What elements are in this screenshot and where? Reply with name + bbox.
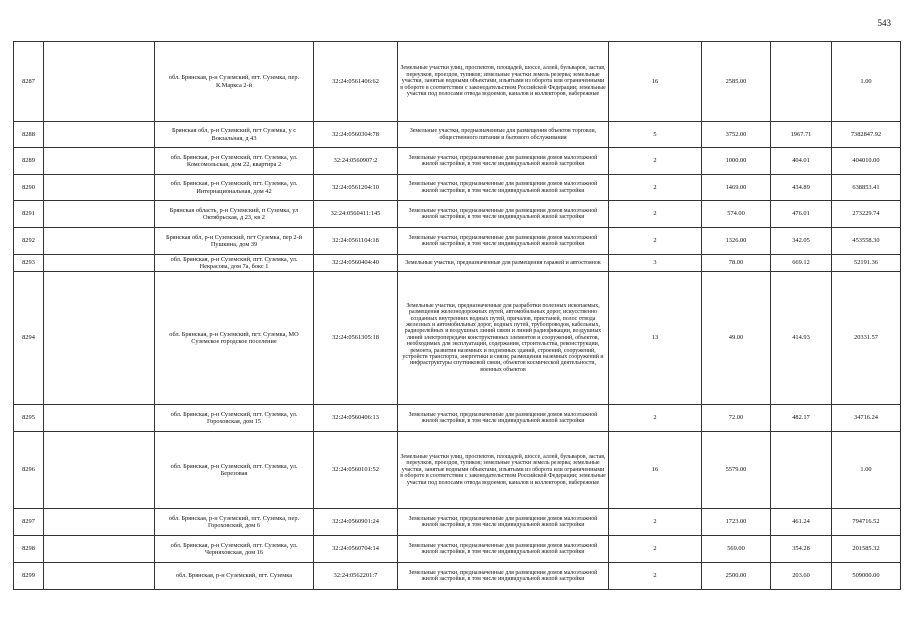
specific-index-cell: 342.05 <box>771 228 832 255</box>
address-cell: Брянская обл, р-н Суземский, пгт Суземка, у с Вокзальная, д 43 <box>155 122 314 148</box>
cadastral-value-cell: 1.00 <box>832 42 901 122</box>
address-cell: обл. Брянская, р-н Суземский, пгт. Суземка, ул. Черняховская, дом 16 <box>155 536 314 563</box>
cadastral-number-cell: 32:24:0560406:13 <box>314 405 398 432</box>
area-cell: 2500.00 <box>702 563 771 590</box>
empty-cell <box>44 272 155 405</box>
table-row <box>14 509 901 536</box>
cadastral-value-cell: 1.00 <box>832 432 901 509</box>
land-use-type-cell: Земельные участки, предназначенные для размещения домов малоэтажной жилой застройки, в том числе индивидуальной жилой застройки <box>398 405 609 432</box>
row-number: 8290 <box>14 175 44 201</box>
cadastral-value-cell: 7382847.92 <box>832 122 901 148</box>
land-use-type-cell: Земельные участки улиц, проспектов, площадей, шоссе, аллей, бульваров, застав, переулков, проездов, тупиков; земельные участки земель резерва; земельные участки, занятые водными объектами, изъятыми из оборота или ограниченными в обороте в соответствии с законодательством Российской Федерации; земельные участки под полосами отвода водоемов, каналов и коллекторов, набережные <box>398 432 609 509</box>
empty-cell <box>44 509 155 536</box>
cadastral-number-cell: 32:24:0560411:145 <box>314 201 398 228</box>
row-number: 8294 <box>14 272 44 405</box>
row-number: 8291 <box>14 201 44 228</box>
table-row <box>14 201 901 228</box>
land-use-type-cell: Земельные участки, предназначенные для размещения домов малоэтажной жилой застройки, в том числе индивидуальной жилой застройки <box>398 175 609 201</box>
group-cell: 2 <box>609 509 702 536</box>
specific-index-cell: 461.24 <box>771 509 832 536</box>
land-use-type-cell: Земельные участки, предназначенные для размещения домов малоэтажной жилой застройки, в том числе индивидуальной жилой застройки <box>398 563 609 590</box>
table-row <box>14 405 901 432</box>
table-row <box>14 122 901 148</box>
group-cell: 5 <box>609 122 702 148</box>
row-number: 8297 <box>14 509 44 536</box>
cadastral-value-table <box>13 41 901 590</box>
cadastral-number-cell: 32:24:0560304:78 <box>314 122 398 148</box>
cadastral-number-cell: 32:24:0560101:52 <box>314 432 398 509</box>
cadastral-value-cell: 273229.74 <box>832 201 901 228</box>
address-cell: обл. Брянская, р-н Суземский, пгт. Суземка, пер. К.Маркса 2-й <box>155 42 314 122</box>
area-cell: 72.00 <box>702 405 771 432</box>
cadastral-value-cell: 794716.52 <box>832 509 901 536</box>
table-row <box>14 148 901 175</box>
land-use-type-cell: Земельные участки, предназначенные для размещения домов малоэтажной жилой застройки, в том числе индивидуальной жилой застройки <box>398 201 609 228</box>
table-row <box>14 272 901 405</box>
area-cell: 3752.00 <box>702 122 771 148</box>
specific-index-cell <box>771 432 832 509</box>
cadastral-number-cell: 32:24:0560704:14 <box>314 536 398 563</box>
address-cell: Брянская область, р-н Суземский, п Суземка, ул Октябрьская, д 23, кв 2 <box>155 201 314 228</box>
page-number: 543 <box>877 18 891 28</box>
table-row <box>14 563 901 590</box>
area-cell: 49.00 <box>702 272 771 405</box>
land-use-type-cell: Земельные участки, предназначенные для размещения гаражей и автостоянок <box>398 255 609 272</box>
cadastral-value-cell: 404010.00 <box>832 148 901 175</box>
specific-index-cell: 354.28 <box>771 536 832 563</box>
cadastral-value-cell: 52191.36 <box>832 255 901 272</box>
cadastral-value-cell: 453558.30 <box>832 228 901 255</box>
cadastral-number-cell: 32:24:0561406:62 <box>314 42 398 122</box>
land-use-type-cell: Земельные участки, предназначенные для размещения домов малоэтажной жилой застройки, в том числе индивидуальной жилой застройки <box>398 228 609 255</box>
empty-cell <box>44 255 155 272</box>
land-use-type-cell: Земельные участки улиц, проспектов, площадей, шоссе, аллей, бульваров, застав, переулков, проездов, тупиков; земельные участки земель резерва; земельные участки, занятые водными объектами, изъятыми из оборота или ограниченными в обороте в соответствии с законодательством Российской Федерации; земельные участки под полосами отвода водоемов, каналов и коллекторов, набережные <box>398 42 609 122</box>
area-cell: 1326.00 <box>702 228 771 255</box>
row-number: 8292 <box>14 228 44 255</box>
land-use-type-cell: Земельные участки, предназначенные для размещения объектов торговли, общественного питания и бытового обслуживания <box>398 122 609 148</box>
specific-index-cell: 203.60 <box>771 563 832 590</box>
land-use-type-cell: Земельные участки, предназначенные для размещения домов малоэтажной жилой застройки, в том числе индивидуальной жилой застройки <box>398 148 609 175</box>
cadastral-number-cell: 32:24:0560907:2 <box>314 148 398 175</box>
area-cell: 574.00 <box>702 201 771 228</box>
area-cell: 1000.00 <box>702 148 771 175</box>
row-number: 8298 <box>14 536 44 563</box>
group-cell: 2 <box>609 175 702 201</box>
group-cell: 2 <box>609 405 702 432</box>
land-use-type-cell: Земельные участки, предназначенные для размещения домов малоэтажной жилой застройки, в том числе индивидуальной жилой застройки <box>398 536 609 563</box>
table-row <box>14 432 901 509</box>
land-use-type-cell: Земельные участки, предназначенные для размещения домов малоэтажной жилой застройки, в том числе индивидуальной жилой застройки <box>398 509 609 536</box>
area-cell: 1469.00 <box>702 175 771 201</box>
address-cell: обл. Брянская, р-н Суземский, пгт. Суземка, ул. Гороховская, дом 15 <box>155 405 314 432</box>
area-cell: 2585.00 <box>702 42 771 122</box>
address-cell: обл. Брянская, р-н Суземский, пгт. Суземка, ул. Березовая <box>155 432 314 509</box>
cadastral-number-cell: 32:24:0560901:24 <box>314 509 398 536</box>
empty-cell <box>44 563 155 590</box>
cadastral-number-cell: 32:24:0561204:10 <box>314 175 398 201</box>
row-number: 8288 <box>14 122 44 148</box>
group-cell: 2 <box>609 536 702 563</box>
address-cell: обл. Брянская, р-н Суземский, пгт. Суземка, ул. Комсомольская, дом 22, квартира 2 <box>155 148 314 175</box>
area-cell: 569.00 <box>702 536 771 563</box>
empty-cell <box>44 432 155 509</box>
row-number: 8289 <box>14 148 44 175</box>
specific-index-cell <box>771 42 832 122</box>
group-cell: 2 <box>609 563 702 590</box>
cadastral-number-cell: 32:24:0562201:7 <box>314 563 398 590</box>
specific-index-cell: 476.01 <box>771 201 832 228</box>
cadastral-value-cell: 201585.32 <box>832 536 901 563</box>
empty-cell <box>44 122 155 148</box>
empty-cell <box>44 405 155 432</box>
specific-index-cell: 434.89 <box>771 175 832 201</box>
row-number: 8299 <box>14 563 44 590</box>
row-number: 8287 <box>14 42 44 122</box>
specific-index-cell: 669.12 <box>771 255 832 272</box>
specific-index-cell: 404.01 <box>771 148 832 175</box>
address-cell: Брянская обл, р-н Суземский, пгт Суземка, пер 2-й Пушкина, дом 39 <box>155 228 314 255</box>
address-cell: обл. Брянская, р-н Суземский, пгт. Суземка, ул. Некрасова, дом 7а, бокс 1 <box>155 255 314 272</box>
specific-index-cell: 414.93 <box>771 272 832 405</box>
row-number: 8293 <box>14 255 44 272</box>
cadastral-number-cell: 32:24:0561104:18 <box>314 228 398 255</box>
empty-cell <box>44 201 155 228</box>
table-body <box>14 42 901 590</box>
table-row <box>14 536 901 563</box>
address-cell: обл. Брянская, р-н Суземский, пгт. Суземка, МО Суземское городское поселение <box>155 272 314 405</box>
table-row <box>14 228 901 255</box>
cadastral-value-cell: 638853.41 <box>832 175 901 201</box>
group-cell: 16 <box>609 42 702 122</box>
empty-cell <box>44 148 155 175</box>
area-cell: 5579.00 <box>702 432 771 509</box>
cadastral-number-cell: 32:24:0561305:18 <box>314 272 398 405</box>
specific-index-cell: 482.17 <box>771 405 832 432</box>
group-cell: 2 <box>609 201 702 228</box>
cadastral-number-cell: 32:24:0560404:40 <box>314 255 398 272</box>
group-cell: 2 <box>609 228 702 255</box>
row-number: 8295 <box>14 405 44 432</box>
cadastral-value-cell: 20331.57 <box>832 272 901 405</box>
land-use-type-cell: Земельные участки, предназначенные для разработки полезных ископаемых, размещения железнодорожных путей, автомобильных дорог, искусственно созданных внутренних водных путей, причалов, пристаней, полос отвода железных и автомобильных дорог, водных путей, трубопроводов, кабельных, радиорелейных и воздушных линий связи и линий радиофикации, воздушных линий электропередачи конструктивных элементов и сооружений, объектов, необходимых для эксплуатации, содержания, строительства, реконструкции, ремонта, развития наземных и подземных зданий, строений, сооружений, устройств транспорта, энергетики и связи; размещения наземных сооружений и инфраструктуры спутниковой связи, объектов космической деятельности, военных объектов <box>398 272 609 405</box>
row-number: 8296 <box>14 432 44 509</box>
empty-cell <box>44 42 155 122</box>
group-cell: 3 <box>609 255 702 272</box>
table-row <box>14 42 901 122</box>
table-row <box>14 255 901 272</box>
table-row <box>14 175 901 201</box>
area-cell: 78.00 <box>702 255 771 272</box>
empty-cell <box>44 175 155 201</box>
cadastral-value-cell: 509000.00 <box>832 563 901 590</box>
group-cell: 2 <box>609 148 702 175</box>
specific-index-cell: 1967.71 <box>771 122 832 148</box>
group-cell: 16 <box>609 432 702 509</box>
address-cell: обл. Брянская, р-н Суземский, пгт. Суземка <box>155 563 314 590</box>
address-cell: обл. Брянская, р-н Суземский, пгт. Суземка, пер. Гороховский, дом 6 <box>155 509 314 536</box>
address-cell: обл. Брянская, р-н Суземский, пгт. Суземка, ул. Интернациональная, дом 42 <box>155 175 314 201</box>
cadastral-value-cell: 34716.24 <box>832 405 901 432</box>
empty-cell <box>44 228 155 255</box>
empty-cell <box>44 536 155 563</box>
area-cell: 1723.00 <box>702 509 771 536</box>
group-cell: 13 <box>609 272 702 405</box>
